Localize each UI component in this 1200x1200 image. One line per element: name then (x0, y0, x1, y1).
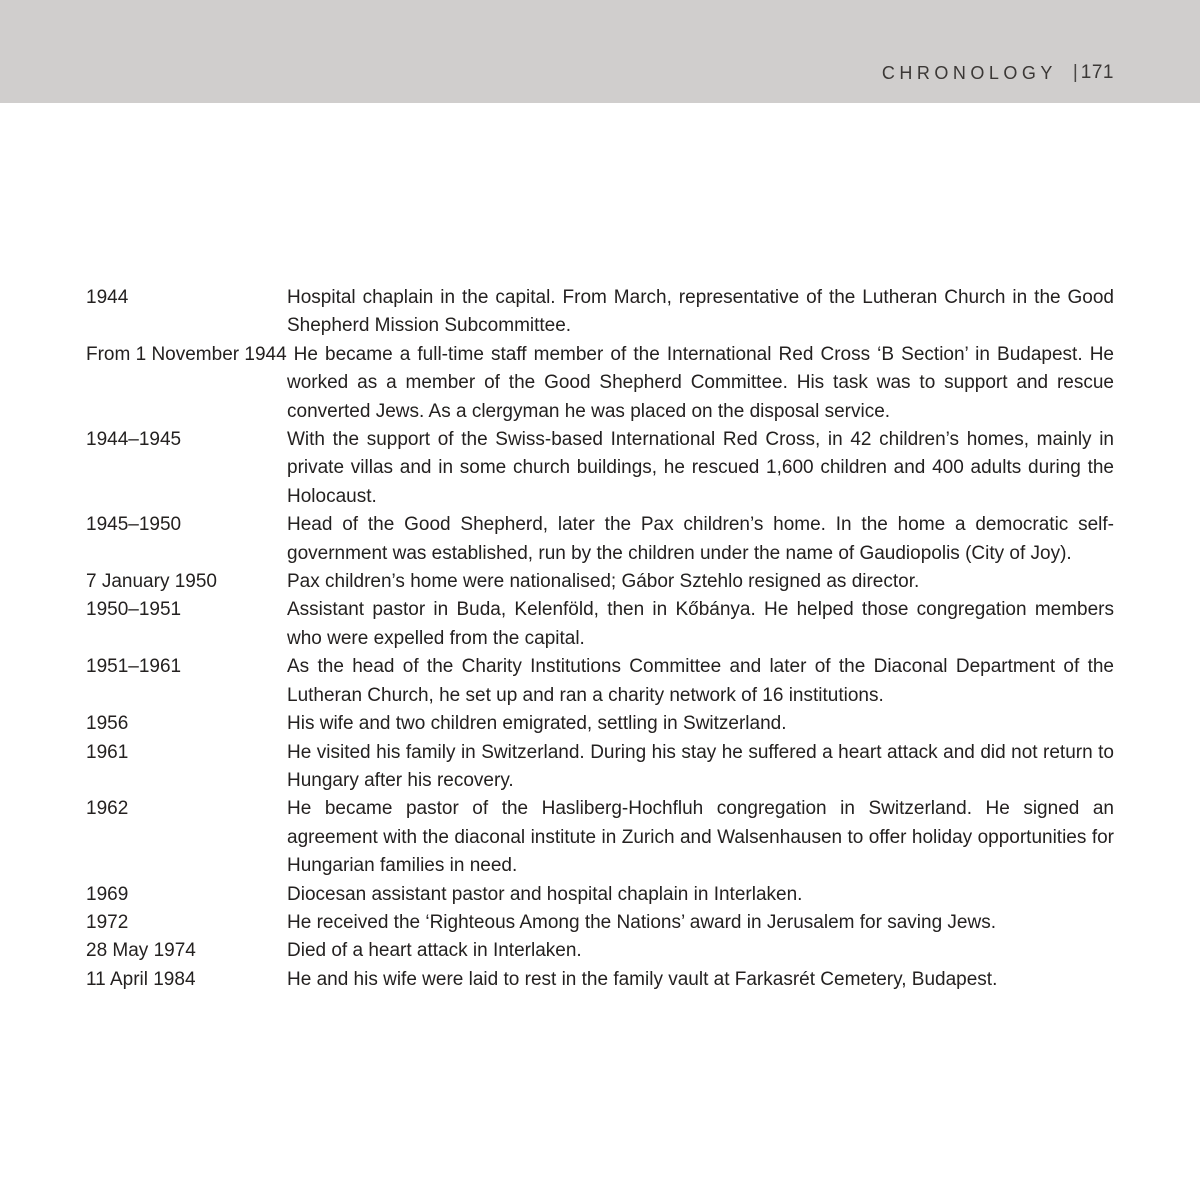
entry-text: He became pastor of the Hasliberg-Hochfluh congregation in Switzerland. He signed an agreement with the diaconal institute in Zurich and Walsenhausen to offer holiday opportunities for Hungarian families in need. (287, 798, 1114, 877)
page-header (0, 0, 1200, 103)
chronology-entry (86, 710, 1114, 738)
entry-text: Assistant pastor in Buda, Kelenföld, then in Kőbánya. He helped those congregation members who were expelled from the capital. (287, 599, 1114, 649)
chronology-entry (86, 596, 1114, 653)
entry-text: Hospital chaplain in the capital. From March, representative of the Lutheran Church in the Good Shepherd Mission Subcommittee. (287, 287, 1114, 337)
chronology-entry (86, 966, 1114, 994)
chronology-entry (86, 909, 1114, 937)
entry-text: He became a full-time staff member of the International Red Cross ‘B Section’ in Budapest. He worked as a member of the Good Shepherd Committee. His task was to support and rescue converted Jews. As a clergyman he was placed on the disposal service. (287, 343, 1114, 422)
entry-date: 1944 (86, 287, 129, 308)
page-number: 171 (1080, 62, 1114, 83)
chronology-entry (86, 881, 1114, 909)
entry-text: Head of the Good Shepherd, later the Pax children’s home. In the home a democratic self-government was established, run by the children under the name of Gaudiopolis (City of Joy). (287, 514, 1114, 564)
entry-date: 7 January 1950 (86, 571, 217, 593)
entry-text: He and his wife were laid to rest in the family vault at Farkasrét Cemetery, Budapest. (287, 968, 998, 990)
entry-text: Pax children’s home were nationalised; Gábor Sztehlo resigned as director. (287, 571, 920, 593)
chronology-list (0, 103, 1200, 994)
entry-text: Diocesan assistant pastor and hospital chaplain in Interlaken. (287, 883, 803, 905)
chronology-entry (86, 284, 1114, 341)
running-head-title: CHRONOLOGY (881, 63, 1057, 83)
header-separator: | (1072, 62, 1078, 83)
entry-date: 1961 (86, 741, 129, 763)
chronology-entry (86, 568, 1114, 596)
chronology-entry (86, 653, 1114, 710)
entry-text: He received the ‘Righteous Among the Nations’ award in Jerusalem for saving Jews. (287, 911, 996, 933)
entry-text: With the support of the Swiss-based International Red Cross, in 42 children’s homes, mainly in private villas and in some church buildings, he rescued 1,600 children and 400 adults during the Holocaust. (287, 429, 1114, 507)
chronology-entry (86, 795, 1114, 880)
entry-date: From 1 November 1944 (86, 343, 287, 365)
chronology-entry (86, 739, 1114, 796)
entry-text: Died of a heart attack in Interlaken. (287, 940, 582, 962)
chronology-entry (86, 511, 1114, 568)
entry-date: 28 May 1974 (86, 940, 196, 962)
entry-text: As the head of the Charity Institutions Committee and later of the Diaconal Department of the Lutheran Church, he set up and ran a charity network of 16 institutions. (287, 656, 1114, 706)
entry-date: 1972 (86, 911, 129, 933)
entry-date: 1945–1950 (86, 514, 182, 536)
entry-text: His wife and two children emigrated, settling in Switzerland. (287, 713, 787, 735)
entry-date: 1944–1945 (86, 429, 182, 451)
entry-date: 11 April 1984 (86, 968, 196, 990)
chronology-entry (86, 426, 1114, 511)
entry-date: 1951–1961 (86, 656, 182, 678)
chronology-entry (86, 341, 1114, 426)
chronology-entry (86, 937, 1114, 965)
entry-date: 1956 (86, 713, 129, 735)
entry-date: 1969 (86, 883, 129, 905)
entry-date: 1950–1951 (86, 599, 182, 621)
entry-date: 1962 (86, 798, 129, 820)
entry-text: He visited his family in Switzerland. During his stay he suffered a heart attack and did not return to Hungary after his recovery. (287, 741, 1114, 791)
